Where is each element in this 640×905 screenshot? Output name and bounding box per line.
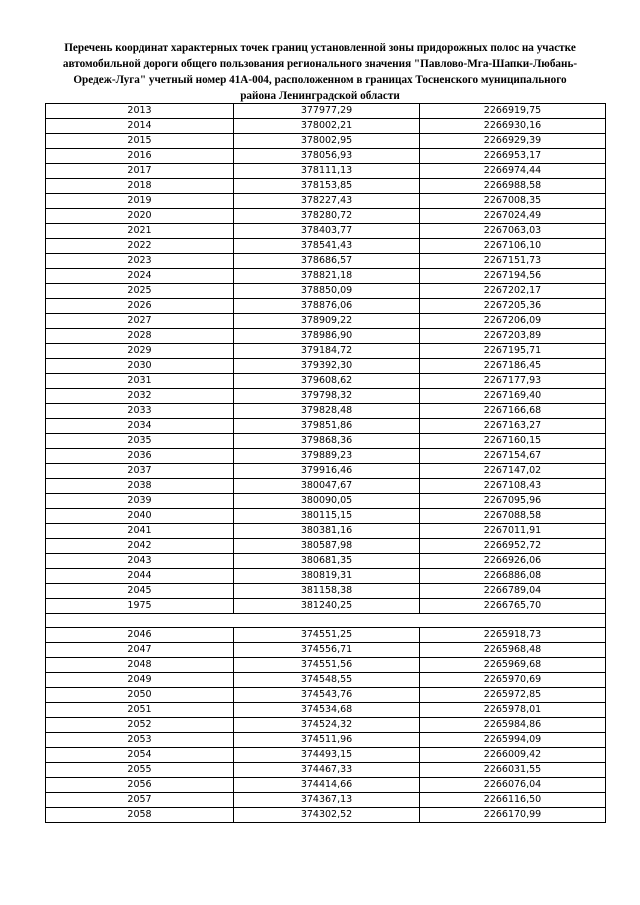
x-coordinate-cell: 374467,33 — [234, 763, 420, 778]
y-coordinate-cell: 2265968,48 — [420, 643, 606, 658]
x-coordinate-cell: 378002,21 — [234, 119, 420, 134]
y-coordinate-cell: 2266988,58 — [420, 179, 606, 194]
point-number-cell: 2013 — [46, 104, 234, 119]
point-number-cell: 2047 — [46, 643, 234, 658]
x-coordinate-cell: 379608,62 — [234, 374, 420, 389]
table-row — [46, 119, 606, 134]
coordinates-table — [45, 103, 606, 823]
y-coordinate-cell: 2266953,17 — [420, 149, 606, 164]
point-number-cell: 2017 — [46, 164, 234, 179]
point-number-cell: 2027 — [46, 314, 234, 329]
point-number-cell: 2026 — [46, 299, 234, 314]
point-number-cell: 2039 — [46, 494, 234, 509]
title-line: Оредеж-Луга" учетный номер 41А-004, расположенном в границах Тосненского муниципального — [73, 74, 567, 86]
x-coordinate-cell: 378986,90 — [234, 329, 420, 344]
table-row — [46, 539, 606, 554]
x-coordinate-cell: 378002,95 — [234, 134, 420, 149]
table-row — [46, 494, 606, 509]
y-coordinate-cell: 2265972,85 — [420, 688, 606, 703]
x-coordinate-cell: 379392,30 — [234, 359, 420, 374]
x-coordinate-cell: 374548,55 — [234, 673, 420, 688]
point-number-cell: 2048 — [46, 658, 234, 673]
point-number-cell: 2057 — [46, 793, 234, 808]
table-row — [46, 479, 606, 494]
x-coordinate-cell: 378153,85 — [234, 179, 420, 194]
table-row — [46, 688, 606, 703]
table-row — [46, 793, 606, 808]
point-number-cell: 2038 — [46, 479, 234, 494]
y-coordinate-cell: 2267063,03 — [420, 224, 606, 239]
coordinates-table-body — [46, 104, 606, 823]
point-number-cell: 2029 — [46, 344, 234, 359]
y-coordinate-cell: 2267163,27 — [420, 419, 606, 434]
y-coordinate-cell: 2266886,08 — [420, 569, 606, 584]
y-coordinate-cell: 2267177,93 — [420, 374, 606, 389]
y-coordinate-cell: 2265994,09 — [420, 733, 606, 748]
table-row — [46, 164, 606, 179]
x-coordinate-cell: 374414,66 — [234, 778, 420, 793]
table-row — [46, 224, 606, 239]
y-coordinate-cell: 2265978,01 — [420, 703, 606, 718]
x-coordinate-cell: 378821,18 — [234, 269, 420, 284]
x-coordinate-cell: 379851,86 — [234, 419, 420, 434]
x-coordinate-cell: 380819,31 — [234, 569, 420, 584]
table-row — [46, 344, 606, 359]
y-coordinate-cell: 2266116,50 — [420, 793, 606, 808]
point-number-cell: 2045 — [46, 584, 234, 599]
table-row — [46, 359, 606, 374]
separator-cell — [46, 614, 606, 628]
x-coordinate-cell: 378403,77 — [234, 224, 420, 239]
table-row — [46, 419, 606, 434]
y-coordinate-cell: 2267202,17 — [420, 284, 606, 299]
table-row — [46, 299, 606, 314]
point-number-cell: 2053 — [46, 733, 234, 748]
point-number-cell: 2056 — [46, 778, 234, 793]
x-coordinate-cell: 379828,48 — [234, 404, 420, 419]
point-number-cell: 1975 — [46, 599, 234, 614]
table-row — [46, 748, 606, 763]
point-number-cell: 2025 — [46, 284, 234, 299]
x-coordinate-cell: 380587,98 — [234, 539, 420, 554]
y-coordinate-cell: 2267095,96 — [420, 494, 606, 509]
x-coordinate-cell: 374551,25 — [234, 628, 420, 643]
table-row — [46, 404, 606, 419]
y-coordinate-cell: 2265984,86 — [420, 718, 606, 733]
point-number-cell: 2035 — [46, 434, 234, 449]
x-coordinate-cell: 374551,56 — [234, 658, 420, 673]
table-row — [46, 778, 606, 793]
point-number-cell: 2019 — [46, 194, 234, 209]
point-number-cell: 2016 — [46, 149, 234, 164]
point-number-cell: 2021 — [46, 224, 234, 239]
table-row — [46, 134, 606, 149]
point-number-cell: 2052 — [46, 718, 234, 733]
table-row — [46, 554, 606, 569]
x-coordinate-cell: 374302,52 — [234, 808, 420, 823]
table-row — [46, 314, 606, 329]
y-coordinate-cell: 2267206,09 — [420, 314, 606, 329]
y-coordinate-cell: 2267203,89 — [420, 329, 606, 344]
x-coordinate-cell: 378227,43 — [234, 194, 420, 209]
point-number-cell: 2033 — [46, 404, 234, 419]
point-number-cell: 2034 — [46, 419, 234, 434]
y-coordinate-cell: 2267147,02 — [420, 464, 606, 479]
table-row — [46, 509, 606, 524]
point-number-cell: 2043 — [46, 554, 234, 569]
point-number-cell: 2018 — [46, 179, 234, 194]
x-coordinate-cell: 380381,16 — [234, 524, 420, 539]
table-row — [46, 209, 606, 224]
y-coordinate-cell: 2267194,56 — [420, 269, 606, 284]
x-coordinate-cell: 374543,76 — [234, 688, 420, 703]
table-row — [46, 149, 606, 164]
y-coordinate-cell: 2267088,58 — [420, 509, 606, 524]
x-coordinate-cell: 381158,38 — [234, 584, 420, 599]
y-coordinate-cell: 2267108,43 — [420, 479, 606, 494]
point-number-cell: 2055 — [46, 763, 234, 778]
table-row — [46, 434, 606, 449]
x-coordinate-cell: 377977,29 — [234, 104, 420, 119]
y-coordinate-cell: 2266076,04 — [420, 778, 606, 793]
y-coordinate-cell: 2266170,99 — [420, 808, 606, 823]
y-coordinate-cell: 2267106,10 — [420, 239, 606, 254]
x-coordinate-cell: 379184,72 — [234, 344, 420, 359]
table-row — [46, 374, 606, 389]
y-coordinate-cell: 2266929,39 — [420, 134, 606, 149]
y-coordinate-cell: 2265970,69 — [420, 673, 606, 688]
y-coordinate-cell: 2267186,45 — [420, 359, 606, 374]
x-coordinate-cell: 378280,72 — [234, 209, 420, 224]
y-coordinate-cell: 2266031,55 — [420, 763, 606, 778]
point-number-cell: 2014 — [46, 119, 234, 134]
y-coordinate-cell: 2267169,40 — [420, 389, 606, 404]
x-coordinate-cell: 378909,22 — [234, 314, 420, 329]
y-coordinate-cell: 2267024,49 — [420, 209, 606, 224]
table-row — [46, 179, 606, 194]
y-coordinate-cell: 2266974,44 — [420, 164, 606, 179]
table-row — [46, 284, 606, 299]
point-number-cell: 2054 — [46, 748, 234, 763]
title-line: автомобильной дороги общего пользования регионального значения "Павлово-Мга-Шапки-Любань- — [62, 58, 578, 70]
table-row — [46, 703, 606, 718]
point-number-cell: 2050 — [46, 688, 234, 703]
y-coordinate-cell: 2267205,36 — [420, 299, 606, 314]
y-coordinate-cell: 2265918,73 — [420, 628, 606, 643]
point-number-cell: 2032 — [46, 389, 234, 404]
table-row — [46, 104, 606, 119]
point-number-cell: 2049 — [46, 673, 234, 688]
x-coordinate-cell: 378541,43 — [234, 239, 420, 254]
point-number-cell: 2041 — [46, 524, 234, 539]
y-coordinate-cell: 2267166,68 — [420, 404, 606, 419]
table-row — [46, 808, 606, 823]
point-number-cell: 2022 — [46, 239, 234, 254]
y-coordinate-cell: 2267151,73 — [420, 254, 606, 269]
table-row — [46, 658, 606, 673]
table-row — [46, 449, 606, 464]
table-row — [46, 628, 606, 643]
x-coordinate-cell: 374511,96 — [234, 733, 420, 748]
x-coordinate-cell: 374524,32 — [234, 718, 420, 733]
point-number-cell: 2040 — [46, 509, 234, 524]
table-row — [46, 524, 606, 539]
table-row — [46, 643, 606, 658]
table-row — [46, 733, 606, 748]
x-coordinate-cell: 380047,67 — [234, 479, 420, 494]
y-coordinate-cell: 2266926,06 — [420, 554, 606, 569]
x-coordinate-cell: 379889,23 — [234, 449, 420, 464]
x-coordinate-cell: 378111,13 — [234, 164, 420, 179]
x-coordinate-cell: 374493,15 — [234, 748, 420, 763]
table-row — [46, 194, 606, 209]
point-number-cell: 2020 — [46, 209, 234, 224]
y-coordinate-cell: 2267011,91 — [420, 524, 606, 539]
y-coordinate-cell: 2267160,15 — [420, 434, 606, 449]
y-coordinate-cell: 2266930,16 — [420, 119, 606, 134]
point-number-cell: 2044 — [46, 569, 234, 584]
point-number-cell: 2037 — [46, 464, 234, 479]
point-number-cell: 2028 — [46, 329, 234, 344]
title-line: района Ленинградской области — [240, 90, 400, 102]
point-number-cell: 2024 — [46, 269, 234, 284]
point-number-cell: 2046 — [46, 628, 234, 643]
x-coordinate-cell: 378056,93 — [234, 149, 420, 164]
point-number-cell: 2015 — [46, 134, 234, 149]
y-coordinate-cell: 2266789,04 — [420, 584, 606, 599]
table-row — [46, 718, 606, 733]
x-coordinate-cell: 379868,36 — [234, 434, 420, 449]
point-number-cell: 2030 — [46, 359, 234, 374]
x-coordinate-cell: 378686,57 — [234, 254, 420, 269]
x-coordinate-cell: 380090,05 — [234, 494, 420, 509]
separator-row — [46, 614, 606, 628]
point-number-cell: 2058 — [46, 808, 234, 823]
x-coordinate-cell: 379916,46 — [234, 464, 420, 479]
title-line: Перечень координат характерных точек границ установленной зоны придорожных полос на участке — [64, 42, 576, 54]
table-row — [46, 464, 606, 479]
point-number-cell: 2042 — [46, 539, 234, 554]
table-row — [46, 569, 606, 584]
y-coordinate-cell: 2267008,35 — [420, 194, 606, 209]
table-row — [46, 673, 606, 688]
table-row — [46, 239, 606, 254]
x-coordinate-cell: 379798,32 — [234, 389, 420, 404]
y-coordinate-cell: 2267154,67 — [420, 449, 606, 464]
x-coordinate-cell: 374534,68 — [234, 703, 420, 718]
x-coordinate-cell: 378876,06 — [234, 299, 420, 314]
x-coordinate-cell: 380115,15 — [234, 509, 420, 524]
table-row — [46, 599, 606, 614]
x-coordinate-cell: 380681,35 — [234, 554, 420, 569]
table-row — [46, 269, 606, 284]
y-coordinate-cell: 2266919,75 — [420, 104, 606, 119]
x-coordinate-cell: 374556,71 — [234, 643, 420, 658]
document-title — [40, 40, 600, 104]
table-row — [46, 389, 606, 404]
point-number-cell: 2031 — [46, 374, 234, 389]
table-row — [46, 763, 606, 778]
y-coordinate-cell: 2266765,70 — [420, 599, 606, 614]
point-number-cell: 2023 — [46, 254, 234, 269]
x-coordinate-cell: 374367,13 — [234, 793, 420, 808]
point-number-cell: 2036 — [46, 449, 234, 464]
x-coordinate-cell: 378850,09 — [234, 284, 420, 299]
table-row — [46, 584, 606, 599]
table-row — [46, 329, 606, 344]
y-coordinate-cell: 2266952,72 — [420, 539, 606, 554]
x-coordinate-cell: 381240,25 — [234, 599, 420, 614]
table-row — [46, 254, 606, 269]
y-coordinate-cell: 2265969,68 — [420, 658, 606, 673]
y-coordinate-cell: 2267195,71 — [420, 344, 606, 359]
y-coordinate-cell: 2266009,42 — [420, 748, 606, 763]
point-number-cell: 2051 — [46, 703, 234, 718]
